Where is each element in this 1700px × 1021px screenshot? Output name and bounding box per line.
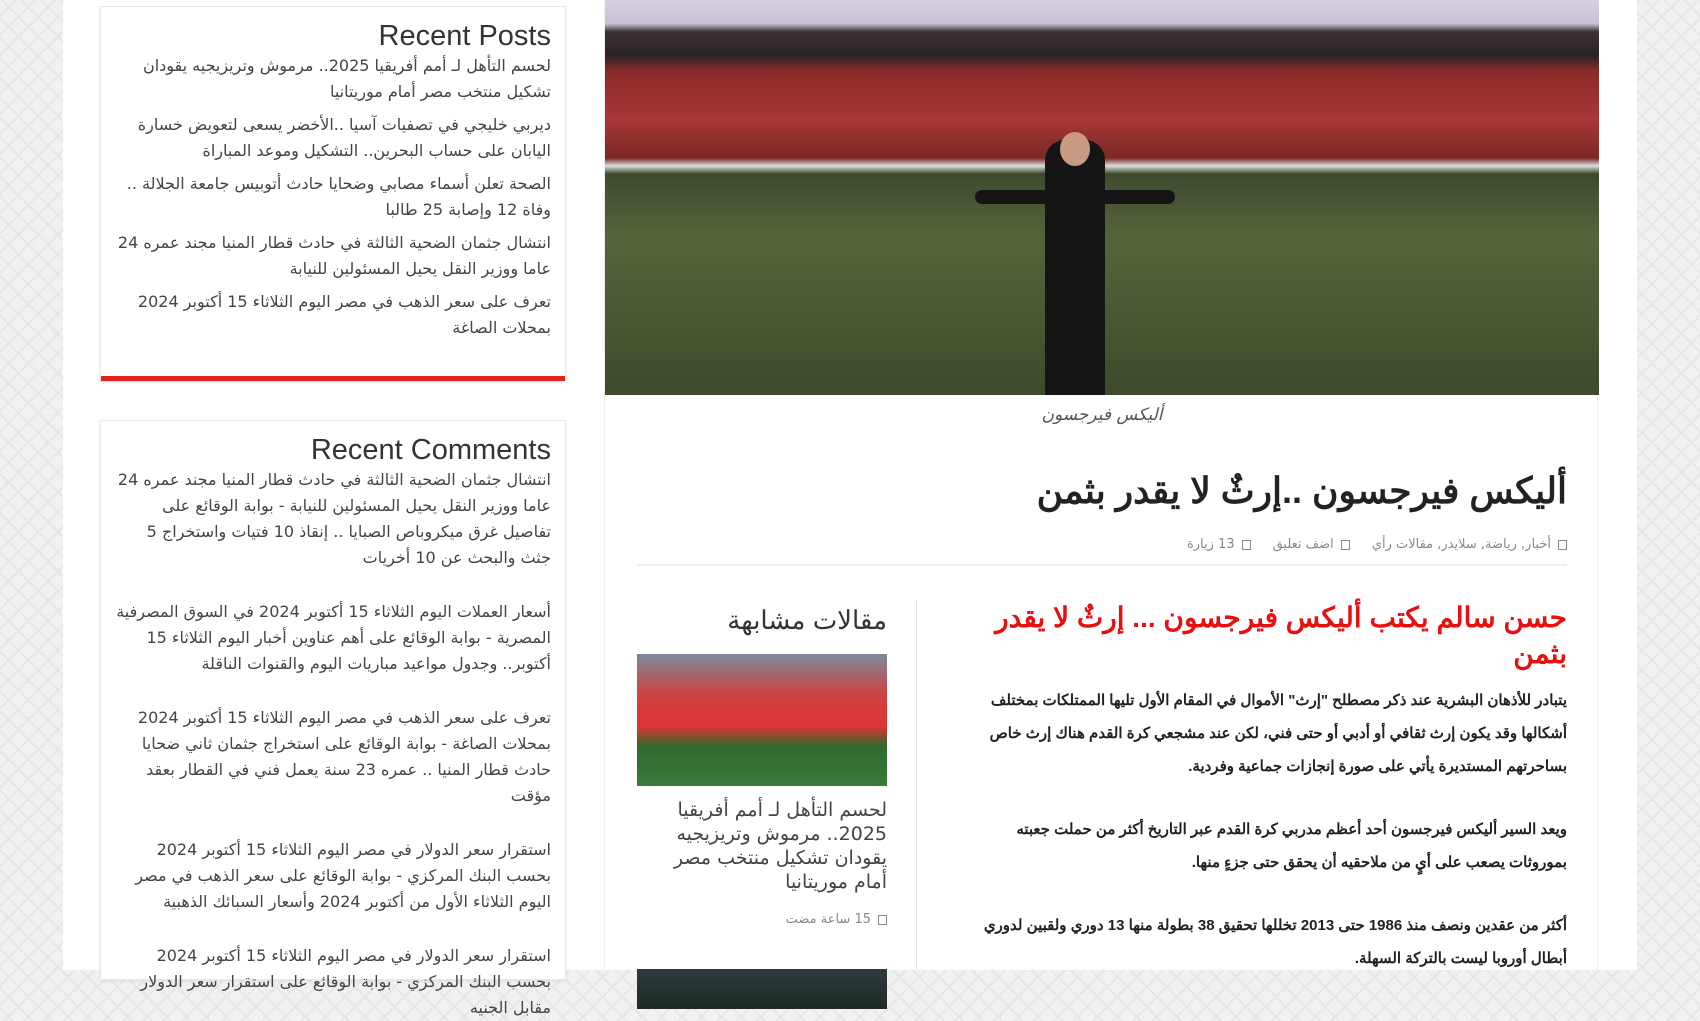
clock-icon	[878, 915, 887, 925]
recent-comment-link[interactable]: استقرار سعر الدولار في مصر اليوم الثلاثاء 15 أكتوبر 2024 بحسب البنك المركزي - بوابة الوقائع على استقرار سعر الدولار مقابل الجنيه	[140, 946, 551, 1017]
widget-title: Recent Posts	[378, 20, 551, 52]
featured-image	[605, 0, 1599, 395]
recent-comment-link[interactable]: تعرف على سعر الذهب في مصر اليوم الثلاثاء 15 أكتوبر 2024 بمحلات الصاغة - بوابة الوقائع على استخراج جثمان ثاني ضحايا حادث قطار المنيا .. عمره 23 سنة يعمل فني في القطار بعقد مؤقت	[137, 708, 551, 805]
eye-icon	[1242, 540, 1251, 550]
add-comment-link[interactable]: اضف تعليق	[1272, 537, 1334, 552]
article-headline: حسن سالم يكتب أليكس فيرجسون ... إرثٌ لا يقدر بثمن	[995, 602, 1567, 669]
post-categories[interactable]: أخبار, رياضة, سلايدر, مقالات رأي	[1371, 537, 1551, 552]
recent-comment-link[interactable]: أسعار العملات اليوم الثلاثاء 15 أكتوبر 2024 في السوق المصرفية المصرية - بوابة الوقائع على أهم عناوين أخبار اليوم الثلاثاء 15 أكتوبر.. وجدول مواعيد مباريات اليوم والقنوات الناقلة	[116, 602, 551, 673]
person-figure	[1045, 140, 1105, 395]
post-title: أليكس فيرجسون ..إرثٌ لا يقدر بثمن	[1036, 470, 1567, 511]
recent-post-link[interactable]: الصحة تعلن أسماء مصابي وضحايا حادث أتوبيس جامعة الجلالة .. وفاة 12 وإصابة 25 طالبا	[126, 174, 551, 219]
related-thumbnail[interactable]	[637, 654, 887, 786]
article-body	[957, 600, 1567, 1005]
recent-post-link[interactable]: انتشال جثمان الضحية الثالثة في حادث قطار المنيا مجند عمره 24 عاما ووزير النقل يحيل المسئولين للنيابة	[117, 233, 551, 278]
related-time	[637, 912, 887, 927]
comment-icon	[1341, 540, 1350, 550]
related-thumbnail[interactable]	[637, 969, 887, 1009]
article-paragraph: أكثر من عقدين ونصف منذ 1986 حتى 2013 تخللها تحقيق 38 بطولة منها 13 دوري ولقبين لدوري أبطال أوروبا ليست بالتركة السهلة.	[983, 917, 1567, 967]
related-articles	[637, 600, 887, 1009]
divider	[637, 564, 1567, 566]
related-time-text: 15 ساعة مضت	[785, 912, 871, 927]
recent-comment-link[interactable]: انتشال جثمان الضحية الثالثة في حادث قطار المنيا مجند عمره 24 عاما ووزير النقل يحيل المسئولين للنيابة - بوابة الوقائع على تفاصيل غرق ميكروباص الصبايا .. إنقاذ 10 فتيات واستخراج 5 جثث والبحث عن 10 أخريات	[117, 470, 551, 567]
folder-icon	[1558, 540, 1567, 550]
accent-bar	[101, 376, 565, 381]
related-article-link[interactable]: لحسم التأهل لـ أمم أفريقيا 2025.. مرموش وتريزيجيه يقودان تشكيل منتخب مصر أمام موريتانيا	[673, 799, 887, 893]
article-paragraph: ويعد السير أليكس فيرجسون أحد أعظم مدربي كرة القدم عبر التاريخ أكثر من حملت جعبته بموروثات يصعب على أيٍ من ملاحقيه أن يحقق حتى جزءٍ منها.	[1016, 821, 1567, 871]
person-head	[1060, 132, 1090, 166]
article-paragraph: يتبادر للأذهان البشرية عند ذكر مصطلح "إرث" الأموال في المقام الأول تليها الممتلكات بمختلف أشكالها وقد يكون إرث ثقافي أو أدبي أو حتى فني، لكن عند مشجعي كرة القدم هناك إرث خاص بساحرتهم المستديرة يأتي على صورة إنجازات جماعية وفردية.	[989, 692, 1567, 775]
column-divider	[916, 600, 917, 970]
recent-posts-widget	[100, 6, 566, 382]
main-content	[604, 0, 1598, 970]
related-title: مقالات مشابهة	[727, 605, 887, 635]
widget-title: Recent Comments	[310, 434, 551, 466]
view-count: 13 زيارة	[1186, 537, 1235, 552]
recent-comment-link[interactable]: استقرار سعر الدولار في مصر اليوم الثلاثاء 15 أكتوبر 2024 بحسب البنك المركزي - بوابة الوقائع على سعر الذهب في مصر اليوم الثلاثاء الأول من أكتوبر 2024 وأسعار السبائك الذهبية	[135, 840, 551, 911]
recent-post-link[interactable]: ديربي خليجي في تصفيات آسيا ..الأخضر يسعى لتعويض خسارة اليابان على حساب البحرين.. التشكيل وموعد المباراة	[137, 115, 551, 160]
recent-comments-widget	[100, 420, 566, 1017]
image-caption: أليكس فيرجسون	[1041, 405, 1163, 425]
post-meta	[1187, 537, 1567, 552]
recent-post-link[interactable]: لحسم التأهل لـ أمم أفريقيا 2025.. مرموش وتريزيجيه يقودان تشكيل منتخب مصر أمام موريتانيا	[142, 56, 551, 101]
recent-post-link[interactable]: تعرف على سعر الذهب في مصر اليوم الثلاثاء 15 أكتوبر 2024 بمحلات الصاغة	[137, 292, 551, 337]
